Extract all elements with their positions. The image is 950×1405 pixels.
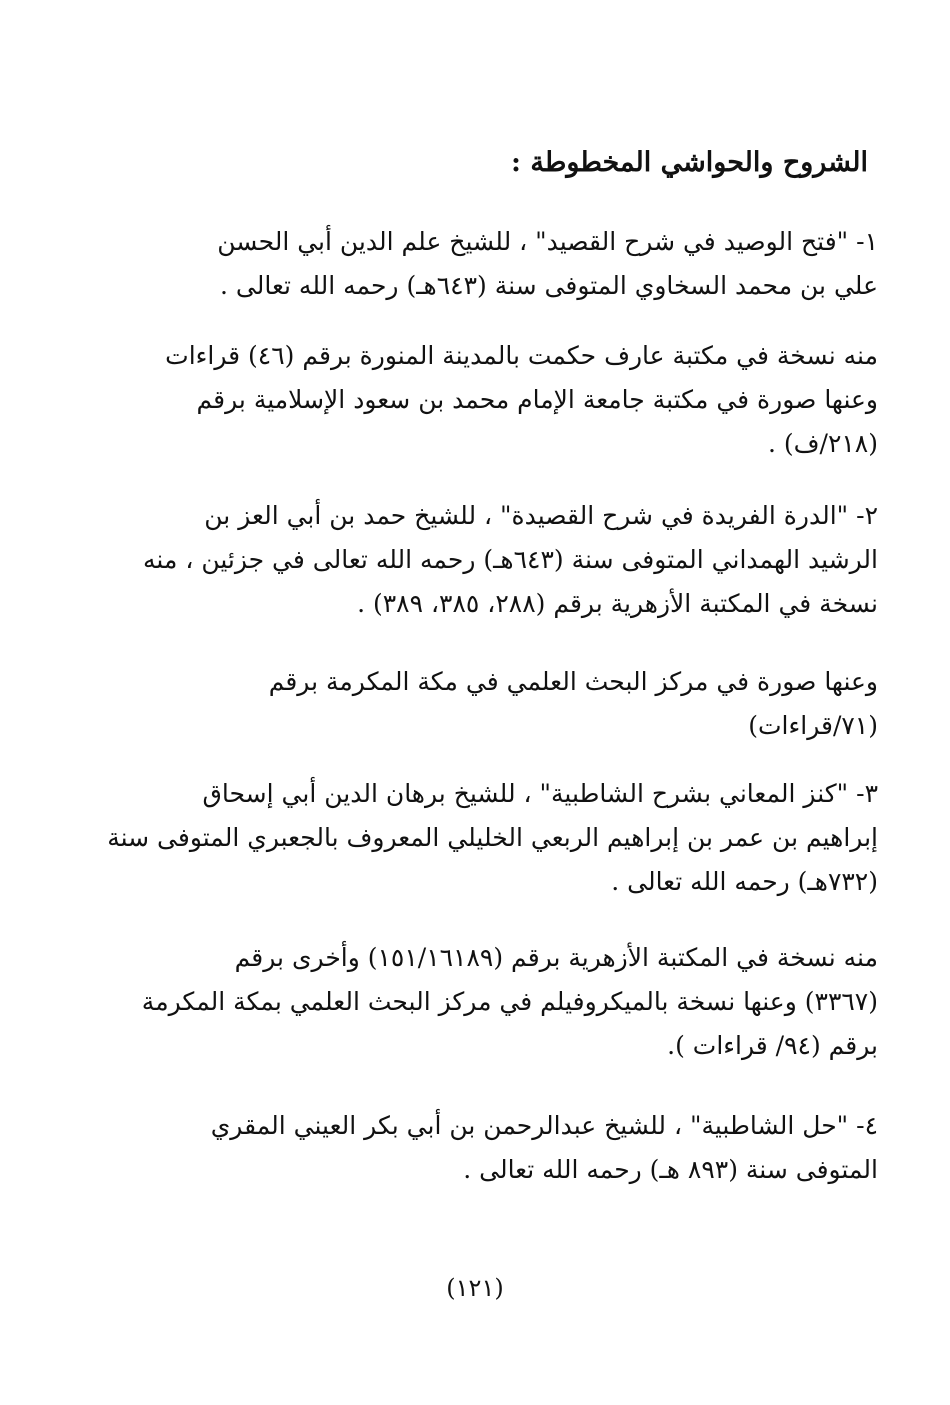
text-line: (٣٣٦٧) وعنها نسخة بالميكروفيلم في مركز البحث العلمي بمكة المكرمة: [141, 987, 878, 1016]
text-line: (٧١/قراءات): [748, 711, 878, 740]
text-line: (٢١٨/ف) .: [767, 429, 878, 458]
paragraph-item-1-copies: [80, 334, 878, 466]
text-line: منه نسخة في مكتبة عارف حكمت بالمدينة المنورة برقم (٤٦) قراءات: [165, 341, 878, 370]
text-line: برقم (٩٤/ قراءات ).: [667, 1031, 878, 1060]
paragraph-item-4: [80, 1104, 878, 1192]
paragraph-item-2: [80, 494, 878, 626]
text-line: (٧٣٢هـ) رحمه الله تعالى .: [611, 867, 878, 896]
text-line: وعنها صورة في مركز البحث العلمي في مكة المكرمة برقم: [268, 667, 878, 696]
text-line: نسخة في المكتبة الأزهرية برقم (٢٨٨، ٣٨٥، ٣٨٩) .: [357, 589, 878, 618]
text-line: المتوفى سنة (٨٩٣ هـ) رحمه الله تعالى .: [463, 1155, 878, 1184]
section-heading: الشروح والحواشي المخطوطة :: [511, 147, 868, 178]
text-line: ٣- "كنز المعاني بشرح الشاطبية" ، للشيخ برهان الدين أبي إسحاق: [202, 779, 878, 808]
text-line: إبراهيم بن عمر بن إبراهيم الربعي الخليلي المعروف بالجعبري المتوفى سنة: [107, 823, 878, 852]
text-line: علي بن محمد السخاوي المتوفى سنة (٦٤٣هـ) رحمه الله تعالى .: [220, 271, 878, 300]
text-line: وعنها صورة في مكتبة جامعة الإمام محمد بن سعود الإسلامية برقم: [196, 385, 878, 414]
page-number: (١٢١): [446, 1274, 504, 1302]
text-line: الرشيد الهمداني المتوفى سنة (٦٤٣هـ) رحمه الله تعالى في جزئين ، منه: [143, 545, 878, 574]
paragraph-item-1: [80, 220, 878, 308]
text-line: ١- "فتح الوصيد في شرح القصيد" ، للشيخ علم الدين أبي الحسن: [217, 227, 878, 256]
text-line: ٤- "حل الشاطبية" ، للشيخ عبدالرحمن بن أبي بكر العيني المقري: [210, 1111, 878, 1140]
paragraph-item-2-copies: [80, 660, 878, 748]
text-line: منه نسخة في المكتبة الأزهرية برقم (١٥١/١٦١٨٩) وأخرى برقم: [234, 943, 878, 972]
paragraph-item-3-copies: [80, 936, 878, 1068]
paragraph-item-3: [80, 772, 878, 904]
text-line: ٢- "الدرة الفريدة في شرح القصيدة" ، للشيخ حمد بن أبي العز بن: [204, 501, 878, 530]
